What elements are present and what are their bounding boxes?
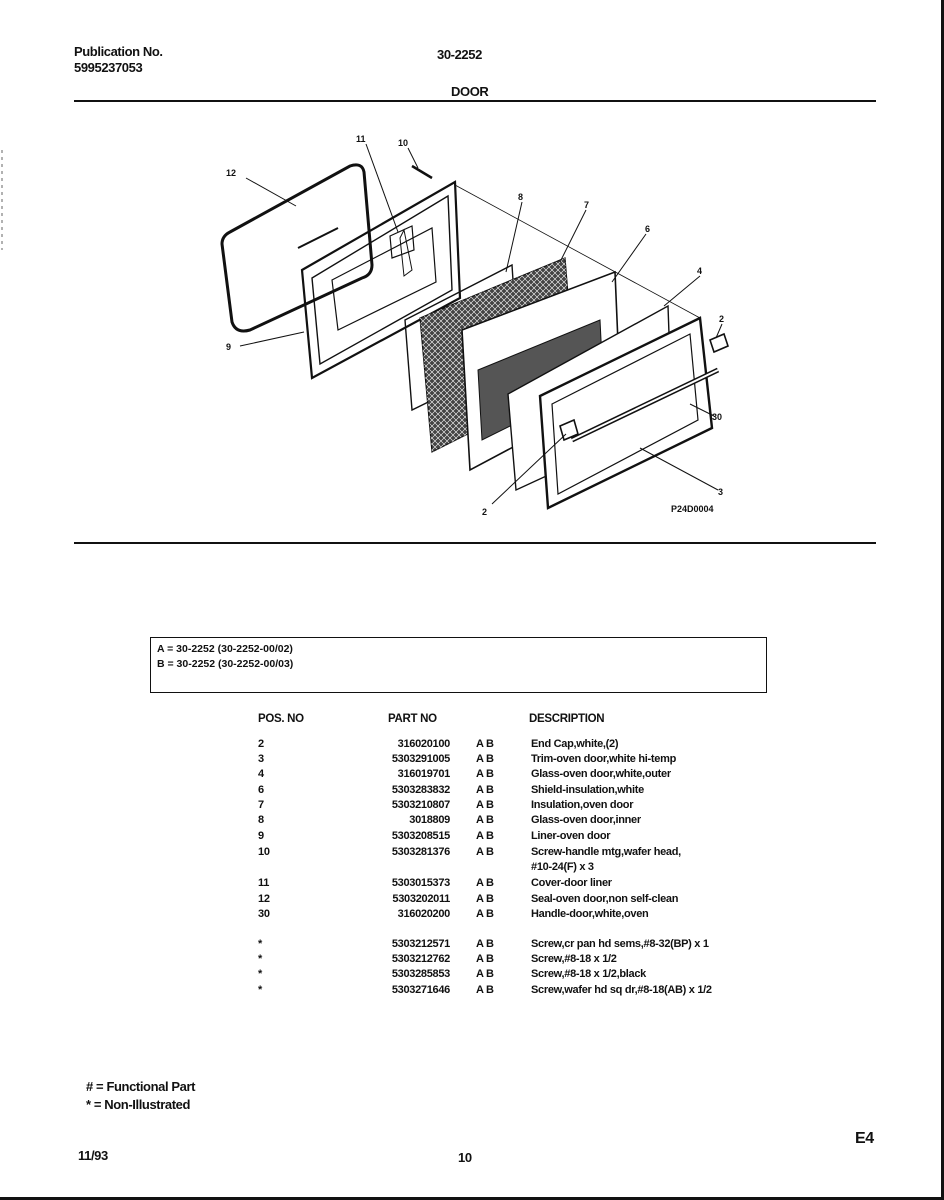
section-code: E4 — [855, 1130, 874, 1147]
exploded-door-diagram — [0, 0, 944, 540]
row-pos-no: 7 — [258, 799, 264, 811]
row-models: A B — [476, 830, 494, 842]
row-pos-no: * — [258, 968, 262, 980]
row-description: Trim-oven door,white hi-temp — [531, 753, 676, 765]
row-pos-no: 4 — [258, 768, 264, 780]
row-models: A B — [476, 877, 494, 889]
row-description: Glass-oven door,white,outer — [531, 768, 671, 780]
row-pos-no: * — [258, 938, 262, 950]
row-pos-no: * — [258, 953, 262, 965]
model-legend-box — [150, 637, 767, 693]
table-row — [0, 846, 944, 861]
section-title: DOOR — [451, 84, 489, 99]
table-row — [0, 753, 944, 768]
callout-2-lower: 2 — [482, 507, 488, 517]
row-part-no: 5303208515 — [391, 830, 450, 842]
row-part-no: 316020100 — [397, 738, 450, 750]
row-part-no: 5303212571 — [391, 938, 450, 950]
row-models: A B — [476, 938, 494, 950]
header-description: DESCRIPTION — [529, 713, 605, 725]
end-cap-part — [710, 334, 728, 352]
table-row — [0, 953, 944, 968]
callout-7: 7 — [584, 200, 590, 210]
table-row — [0, 799, 944, 814]
row-description: Screw,wafer hd sq dr,#8-18(AB) x 1/2 — [531, 984, 712, 996]
row-part-no: 5303291005 — [391, 753, 450, 765]
callout-11: 11 — [356, 134, 366, 144]
page-number: 10 — [458, 1150, 472, 1165]
row-pos-no: 8 — [258, 814, 264, 826]
table-row — [0, 768, 944, 783]
callout-10: 10 — [398, 138, 409, 148]
diagram-bottom-rule — [74, 542, 876, 544]
row-part-no: 5303281376 — [391, 846, 450, 858]
publication-number: 5995237053 — [74, 60, 143, 75]
table-row — [0, 784, 944, 799]
row-part-no: 5303210807 — [391, 799, 450, 811]
callout-9: 9 — [226, 342, 232, 352]
row-pos-no: 3 — [258, 753, 264, 765]
row-part-no: 5303271646 — [391, 984, 450, 996]
row-pos-no: 11 — [258, 877, 270, 889]
callout-2-upper: 2 — [719, 314, 725, 324]
row-pos-no: 12 — [258, 893, 270, 905]
publication-label: Publication No. — [74, 44, 163, 59]
table-row — [0, 814, 944, 829]
row-models: A B — [476, 953, 494, 965]
row-part-no: 316020200 — [397, 908, 450, 920]
row-models: A B — [476, 768, 494, 780]
table-row — [0, 877, 944, 892]
scan-artifact — [0, 150, 8, 250]
callout-30: 30 — [712, 412, 723, 422]
row-pos-no: 2 — [258, 738, 264, 750]
row-description: Insulation,oven door — [531, 799, 634, 811]
row-description: Handle-door,white,oven — [531, 908, 649, 920]
legend-line-a: A = 30-2252 (30-2252-00/02) — [157, 643, 293, 655]
callout-6: 6 — [645, 224, 651, 234]
model-number: 30-2252 — [437, 47, 482, 62]
table-row — [0, 908, 944, 923]
non-illustrated-note: * = Non-Illustrated — [86, 1097, 190, 1112]
row-description: Seal-oven door,non self-clean — [531, 893, 679, 905]
row-models: A B — [476, 984, 494, 996]
handle-screw-part — [412, 166, 432, 178]
row-description: Screw-handle mtg,wafer head, — [531, 846, 681, 858]
row-description: Glass-oven door,inner — [531, 814, 641, 826]
row-models: A B — [476, 784, 494, 796]
row-pos-no: 6 — [258, 784, 264, 796]
row-description: Screw,#8-18 x 1/2 — [531, 953, 617, 965]
table-row — [0, 938, 944, 953]
insulation-pad-part — [0, 0, 1, 1]
row-description: Screw,#8-18 x 1/2,black — [531, 968, 646, 980]
legend-line-b: B = 30-2252 (30-2252-00/03) — [157, 658, 294, 670]
row-pos-no: 10 — [258, 846, 270, 858]
figure-code: P24D0004 — [671, 504, 714, 514]
table-row — [0, 738, 944, 753]
row-description: Screw,cr pan hd sems,#8-32(BP) x 1 — [531, 938, 709, 950]
callout-8: 8 — [518, 192, 524, 202]
row-description: End Cap,white,(2) — [531, 738, 619, 750]
row-pos-no: * — [258, 984, 262, 996]
table-row — [0, 893, 944, 908]
row-part-no: 5303015373 — [391, 877, 450, 889]
functional-part-note: # = Functional Part — [86, 1079, 196, 1094]
header-part-no: PART NO — [388, 713, 437, 725]
row-models: A B — [476, 846, 494, 858]
row-part-no: 316019701 — [397, 768, 450, 780]
callout-12: 12 — [226, 168, 237, 178]
row-description: #10-24(F) x 3 — [531, 861, 594, 873]
footer-date: 11/93 — [78, 1148, 108, 1163]
row-models: A B — [476, 814, 494, 826]
row-pos-no: 30 — [258, 908, 270, 920]
row-models: A B — [476, 893, 494, 905]
row-models: A B — [476, 799, 494, 811]
row-part-no: 5303285853 — [391, 968, 450, 980]
header-pos-no: POS. NO — [258, 713, 304, 725]
table-row — [0, 984, 944, 999]
callout-4: 4 — [697, 266, 703, 276]
callout-3: 3 — [718, 487, 724, 497]
row-part-no: 3018809 — [409, 814, 450, 826]
row-description: Shield-insulation,white — [531, 784, 644, 796]
row-part-no: 5303283832 — [391, 784, 450, 796]
row-models: A B — [476, 968, 494, 980]
door-seal-part — [222, 165, 372, 331]
row-description: Cover-door liner — [531, 877, 612, 889]
table-row — [0, 861, 944, 876]
row-models: A B — [476, 738, 494, 750]
row-part-no: 5303212762 — [391, 953, 450, 965]
row-description: Liner-oven door — [531, 830, 611, 842]
row-part-no: 5303202011 — [392, 893, 450, 905]
table-row — [0, 968, 944, 983]
row-models: A B — [476, 908, 494, 920]
table-row — [0, 830, 944, 845]
row-models: A B — [476, 753, 494, 765]
row-pos-no: 9 — [258, 830, 264, 842]
